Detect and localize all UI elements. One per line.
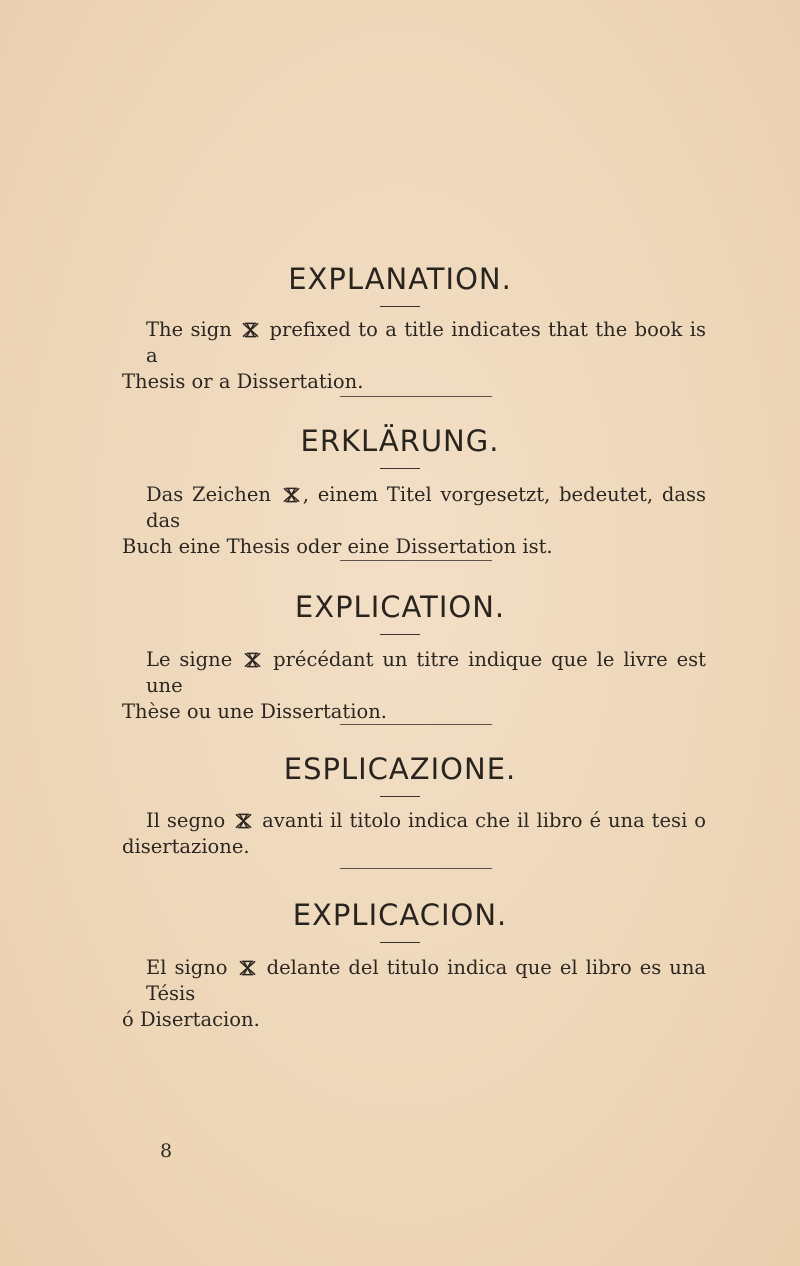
section-german <box>0 424 800 469</box>
heading-esplicazione: ESPLICAZIONE. <box>283 752 517 786</box>
thesis-mark-icon <box>238 959 257 977</box>
paragraph-line <box>122 808 706 834</box>
section-spanish <box>0 898 800 943</box>
paragraph-spanish <box>122 955 706 1033</box>
text-after-sign: avanti il titolo indica che il libro é una tesi o <box>262 809 707 832</box>
text-before-sign: El signo <box>146 956 228 979</box>
thesis-mark-icon <box>234 812 253 830</box>
text-before-sign: Das Zeichen <box>146 483 271 506</box>
section-french <box>0 590 800 635</box>
thesis-mark-icon <box>241 321 260 339</box>
paragraph-line <box>122 647 706 699</box>
thesis-mark-icon <box>243 651 262 669</box>
paragraph-line-2: Thèse ou une Dissertation. <box>122 700 387 723</box>
heading-erklaerung: ERKLÄRUNG. <box>300 424 500 458</box>
text-after-sign: , einem Titel vorgesetzt, bedeutet, dass das <box>146 483 706 532</box>
heading-underline <box>380 942 420 943</box>
text-before-sign: Il segno <box>146 809 226 832</box>
section-divider <box>340 560 492 561</box>
paragraph-german <box>122 482 706 560</box>
heading-explicacion: EXPLICACION. <box>292 898 508 932</box>
heading-underline <box>380 306 420 307</box>
paragraph-line-2: disertazione. <box>122 835 250 858</box>
text-before-sign: Le signe <box>146 648 233 671</box>
section-italian <box>0 752 800 797</box>
text-after-sign: delante del titulo indica que el libro es una Tésis <box>146 956 707 1005</box>
section-english <box>0 262 800 307</box>
paragraph-line <box>122 955 706 1007</box>
paragraph-line-2: Buch eine Thesis oder eine Dissertation ist. <box>122 535 553 558</box>
paragraph-line-2: Thesis or a Dissertation. <box>122 370 364 393</box>
heading-underline <box>380 468 420 469</box>
paragraph-english <box>122 317 706 395</box>
page-number: 8 <box>160 1140 173 1162</box>
heading-explanation: EXPLANATION. <box>288 262 512 296</box>
paragraph-line-2: ó Disertacion. <box>122 1008 260 1031</box>
paragraph-french <box>122 647 706 725</box>
text-after-sign: précédant un titre indique que le livre est une <box>146 648 707 697</box>
section-divider <box>340 868 492 869</box>
thesis-mark-icon <box>282 486 301 504</box>
section-divider <box>340 724 492 725</box>
heading-underline <box>380 634 420 635</box>
heading-underline <box>380 796 420 797</box>
section-divider <box>340 396 492 397</box>
paragraph-italian <box>122 808 706 860</box>
text-before-sign: The sign <box>146 318 232 341</box>
paragraph-line <box>122 482 706 534</box>
paragraph-line <box>122 317 706 369</box>
heading-explication: EXPLICATION. <box>294 590 506 624</box>
text-after-sign: prefixed to a title indicates that the book is a <box>146 318 706 367</box>
